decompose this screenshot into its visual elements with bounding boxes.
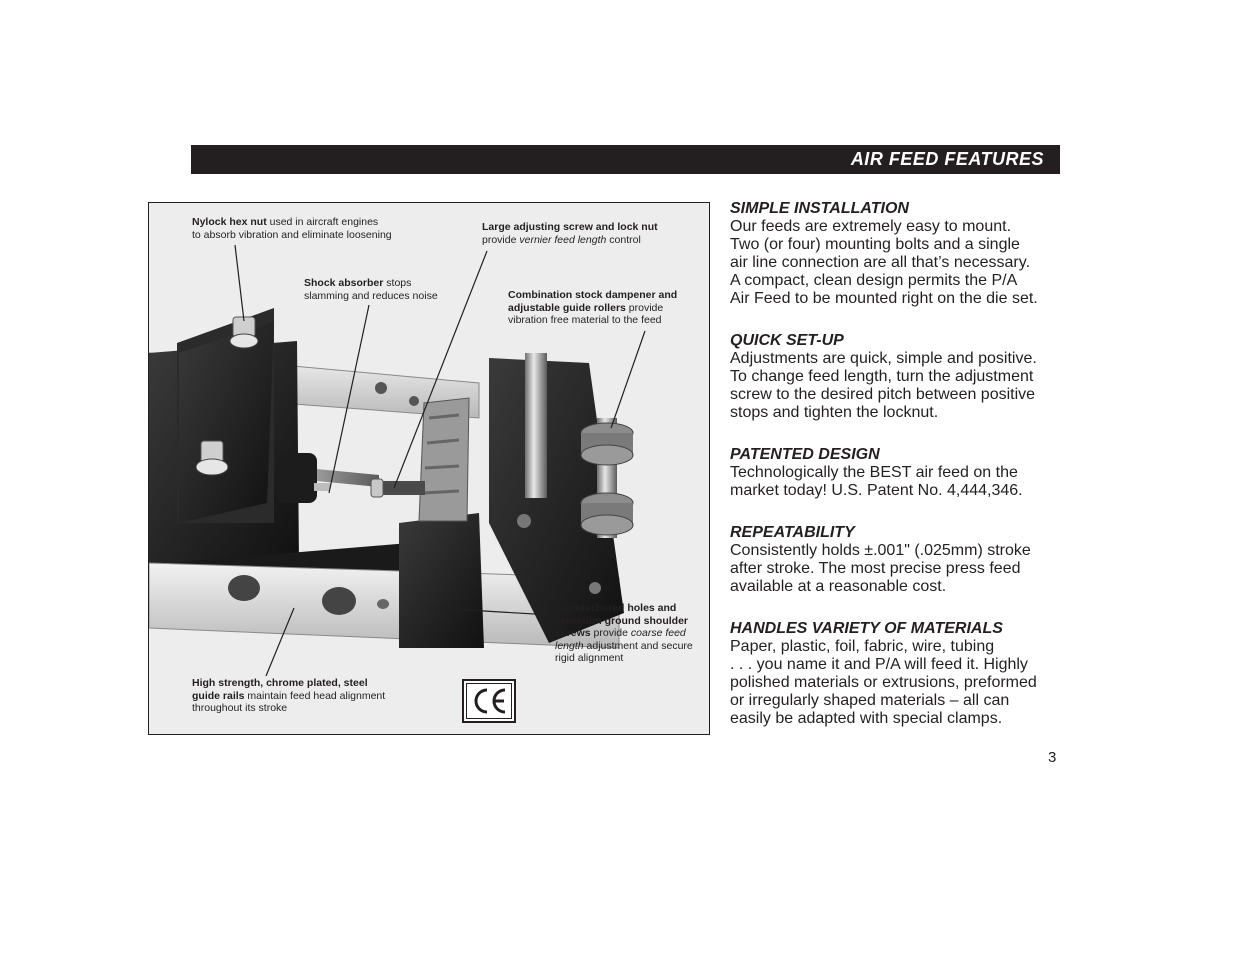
feature-title: HANDLES VARIETY OF MATERIALS bbox=[730, 620, 1003, 637]
callout-shock-absorber: Shock absorber stops slamming and reduces noise bbox=[304, 277, 438, 302]
section-title: AIR FEED FEATURES bbox=[850, 149, 1044, 169]
feature-title: REPEATABILITY bbox=[730, 524, 855, 541]
feature-title: SIMPLE INSTALLATION bbox=[730, 200, 909, 217]
feature-simple-installation bbox=[730, 200, 1070, 308]
ce-mark-logo bbox=[462, 679, 516, 723]
feature-patented-design bbox=[730, 446, 1070, 500]
callout-guide-rails: High strength, chrome plated, steel guide rails maintain feed head alignment throughout its stroke bbox=[192, 677, 386, 714]
feature-handles-variety bbox=[730, 620, 1070, 728]
feature-body: Paper, plastic, foil, fabric, wire, tubing . . . you name it and P/A will feed it. Highly polished materials or extrusions, preformed or irregularly shaped materials – all can easily be adapted with special clamps. bbox=[730, 638, 1037, 727]
feature-title: QUICK SET-UP bbox=[730, 332, 844, 349]
feature-body: Consistently holds ±.001" (.025mm) stroke after stroke. The most precise press feed available at a reasonable cost. bbox=[730, 542, 1031, 595]
page-number: 3 bbox=[1048, 749, 1057, 766]
feature-quick-set-up bbox=[730, 332, 1070, 422]
features-list bbox=[730, 200, 1070, 728]
callout-stock-dampener: Combination stock dampener and adjustable guide rollers provide vibration free material to the feed bbox=[508, 289, 678, 326]
callout-counterbored-holes: Counterbored holes and precision ground shoulder screws provide coarse feed length adjustment and secure rigid alignment bbox=[555, 602, 693, 664]
feature-body: Adjustments are quick, simple and positive. To change feed length, turn the adjustment screw to the desired pitch between positive stops and tighten the locknut. bbox=[730, 350, 1037, 421]
feature-body: Technologically the BEST air feed on the market today! U.S. Patent No. 4,444,346. bbox=[730, 464, 1023, 499]
callout-nylock-hex-nut: Nylock hex nut used in aircraft engines to absorb vibration and eliminate loosening bbox=[192, 216, 392, 241]
ce-mark-icon bbox=[467, 684, 513, 718]
section-header-bar bbox=[191, 145, 1060, 174]
callout-adjusting-screw: Large adjusting screw and lock nut provide vernier feed length control bbox=[482, 221, 658, 246]
feature-body: Our feeds are extremely easy to mount. Two (or four) mounting bolts and a single air line connection are all that’s necessary. A compact, clean design permits the P/A Air Feed to be mounted right on the die set. bbox=[730, 218, 1038, 307]
feature-title: PATENTED DESIGN bbox=[730, 446, 880, 463]
air-feed-photo-figure bbox=[148, 202, 710, 735]
feature-repeatability bbox=[730, 524, 1070, 596]
